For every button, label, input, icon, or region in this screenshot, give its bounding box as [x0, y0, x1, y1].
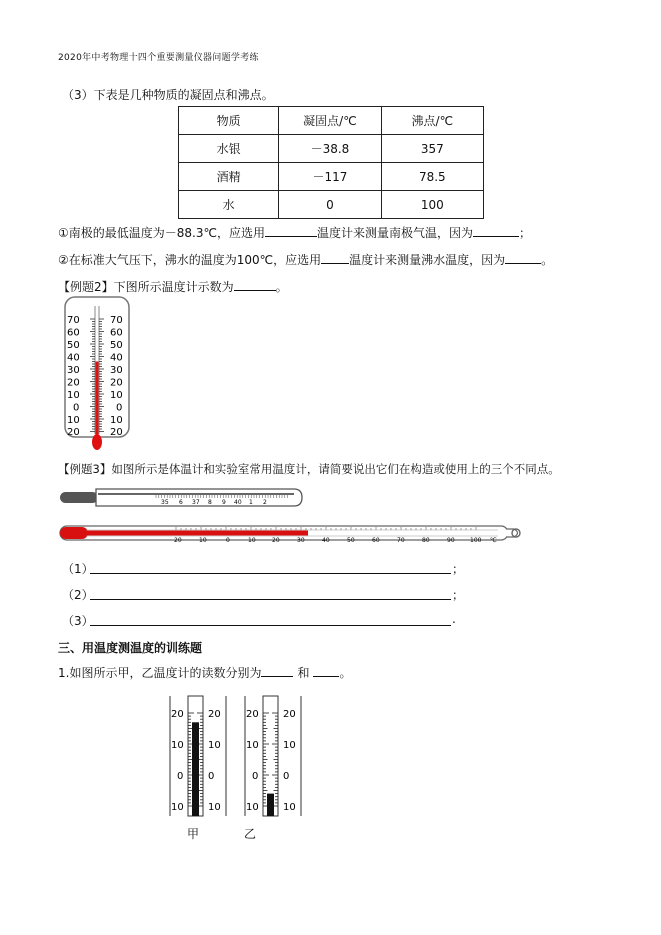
scale-label: 30	[297, 537, 305, 544]
table-cell: －117	[279, 163, 381, 191]
table-cell: 水银	[179, 135, 279, 163]
answer-blank[interactable]	[321, 251, 349, 264]
scale-label: 20	[110, 377, 123, 389]
scale-label: 10	[208, 740, 221, 751]
scale-label: 10	[171, 740, 184, 751]
scale-label: 40	[110, 352, 123, 364]
scale-label: 20	[171, 709, 184, 720]
scale-label: 1	[249, 499, 253, 506]
question-1-text: 1.如图所示甲，乙温度计的读数分别为	[58, 666, 262, 680]
caption-jia: 甲	[187, 827, 200, 841]
question-1-end: 。	[339, 666, 352, 680]
table-header-cell: 凝固点/℃	[279, 107, 381, 135]
scale-label: 90	[447, 537, 455, 544]
answer-end: .	[452, 612, 456, 626]
table-cell: 水	[179, 191, 279, 219]
scale-label: 2	[263, 499, 267, 506]
scale-label: 0	[226, 537, 230, 544]
answer-blank[interactable]	[261, 664, 293, 677]
q3-2-text-c: 。	[541, 253, 554, 267]
answer-blank[interactable]	[234, 278, 276, 291]
scale-label: 20	[174, 537, 182, 544]
answer-blank[interactable]	[505, 251, 541, 264]
question-1	[58, 664, 351, 681]
scale-label: 70	[397, 537, 405, 544]
scale-label: 10	[110, 390, 123, 401]
scale-label: 60	[372, 537, 380, 544]
scale-label: 0	[208, 771, 215, 782]
answer-line[interactable]	[90, 625, 451, 626]
answer-end: ；	[452, 562, 465, 576]
scale-label: 10	[248, 537, 256, 544]
q3-2-text-b: 温度计来测量沸水温度，因为	[349, 253, 506, 267]
example-2-text: 【例题2】下图所示温度计示数为	[58, 280, 234, 294]
scale-label: 60	[67, 327, 80, 339]
thermometer-figure	[64, 296, 132, 454]
q3-1-text-c: ；	[518, 226, 531, 240]
scale-label: 9	[222, 499, 226, 506]
q3-1-text-a: ①南极的最低温度为－88.3℃，应选用	[58, 226, 265, 240]
scale-label: 10	[67, 415, 80, 426]
table-cell: 酒精	[179, 163, 279, 191]
scale-label: 50	[347, 537, 355, 544]
scale-label: 10	[283, 802, 296, 813]
table-cell: 78.5	[381, 163, 483, 191]
caption-yi: 乙	[244, 827, 257, 841]
q3-1-text-b: 温度计来测量南极气温，因为	[316, 226, 473, 240]
scale-label: 10	[246, 740, 259, 751]
lab-bulb	[60, 527, 88, 539]
scale-label: 50	[67, 340, 80, 351]
scale-label: 20	[246, 709, 259, 720]
answer-blank[interactable]	[473, 224, 519, 237]
scale-label: 20	[67, 427, 80, 438]
table-header-cell: 物质	[179, 107, 279, 135]
scale-label: 20	[283, 709, 296, 720]
answer-line[interactable]	[90, 573, 451, 574]
q3-2-text-a: ②在标准大气压下，沸水的温度为100℃，应选用	[58, 253, 322, 267]
answer-line[interactable]	[90, 599, 451, 600]
mercury-column	[96, 362, 99, 437]
scale-label: 10	[283, 740, 296, 751]
scale-label: 80	[422, 537, 430, 544]
table-header-cell: 沸点/℃	[381, 107, 483, 135]
scale-label: 10	[199, 537, 207, 544]
table-row	[179, 163, 484, 191]
scale-label: 37	[192, 499, 200, 506]
scale-label: 30	[67, 365, 80, 376]
table-row	[179, 135, 484, 163]
q3-intro: （3）下表是几种物质的凝固点和沸点。	[62, 88, 274, 102]
scale-label: 0	[116, 402, 123, 414]
table-cell: 100	[381, 191, 483, 219]
question-1-and: 和	[297, 666, 310, 680]
answer-blank[interactable]	[313, 664, 339, 677]
table-cell: 0	[279, 191, 381, 219]
scale-label: 0	[252, 771, 259, 782]
scale-label: 30	[110, 365, 123, 376]
thermometer-yi	[238, 692, 308, 822]
answer-number: （1）	[62, 562, 94, 576]
table-cell: －38.8	[279, 135, 381, 163]
lab-thermometer	[58, 518, 524, 548]
liquid-column	[192, 722, 199, 816]
scale-label: 35	[161, 499, 169, 506]
thermometer-bulb	[92, 434, 102, 450]
scale-label: 10	[110, 415, 123, 426]
scale-label: 40	[234, 499, 242, 506]
scale-label: 40	[322, 537, 330, 544]
example-2	[58, 278, 288, 295]
liquid-column	[267, 794, 274, 816]
scale-label: 0	[177, 771, 184, 782]
scale-label: 70	[67, 315, 80, 326]
scale-label: 100	[470, 537, 482, 544]
example-3: 【例题3】如图所示是体温计和实验室常用温度计，请简要说出它们在构造或使用上的三个不同点。	[58, 462, 560, 476]
answer-number: （3）	[62, 614, 94, 628]
scale-label: 20	[110, 427, 123, 438]
scale-label: ℃	[490, 537, 497, 544]
answer-blank[interactable]	[265, 224, 317, 237]
clinical-bulb	[60, 492, 98, 503]
page-header: 2020年中考物理十四个重要测量仪器问题学考练	[58, 53, 259, 63]
scale-label: 50	[110, 340, 123, 351]
q3-item-2	[58, 251, 553, 268]
clinical-thermometer	[58, 485, 308, 511]
scale-label: 20	[208, 709, 221, 720]
table-header-row	[179, 107, 484, 135]
answer-number: （2）	[62, 588, 94, 602]
properties-table	[178, 106, 484, 219]
scale-label: 6	[179, 499, 183, 506]
lab-liquid-column	[86, 531, 308, 536]
scale-label: 10	[171, 802, 184, 813]
answer-end: ；	[452, 588, 465, 602]
thermometer-jia	[163, 692, 233, 822]
scale-label: 10	[208, 802, 221, 813]
q3-item-1	[58, 224, 531, 241]
scale-label: 40	[67, 352, 80, 364]
scale-label: 20	[272, 537, 280, 544]
scale-label: 60	[110, 327, 123, 339]
scale-label: 70	[110, 315, 123, 326]
example-2-end: 。	[275, 280, 288, 294]
scale-label: 8	[208, 499, 212, 506]
table-row	[179, 191, 484, 219]
table-cell: 357	[381, 135, 483, 163]
scale-label: 20	[67, 377, 80, 389]
scale-label: 10	[67, 390, 80, 401]
section-heading: 三、用温度测温度的训练题	[58, 641, 203, 655]
scale-label: 10	[246, 802, 259, 813]
scale-label: 0	[73, 402, 80, 414]
scale-label: 0	[283, 771, 290, 782]
